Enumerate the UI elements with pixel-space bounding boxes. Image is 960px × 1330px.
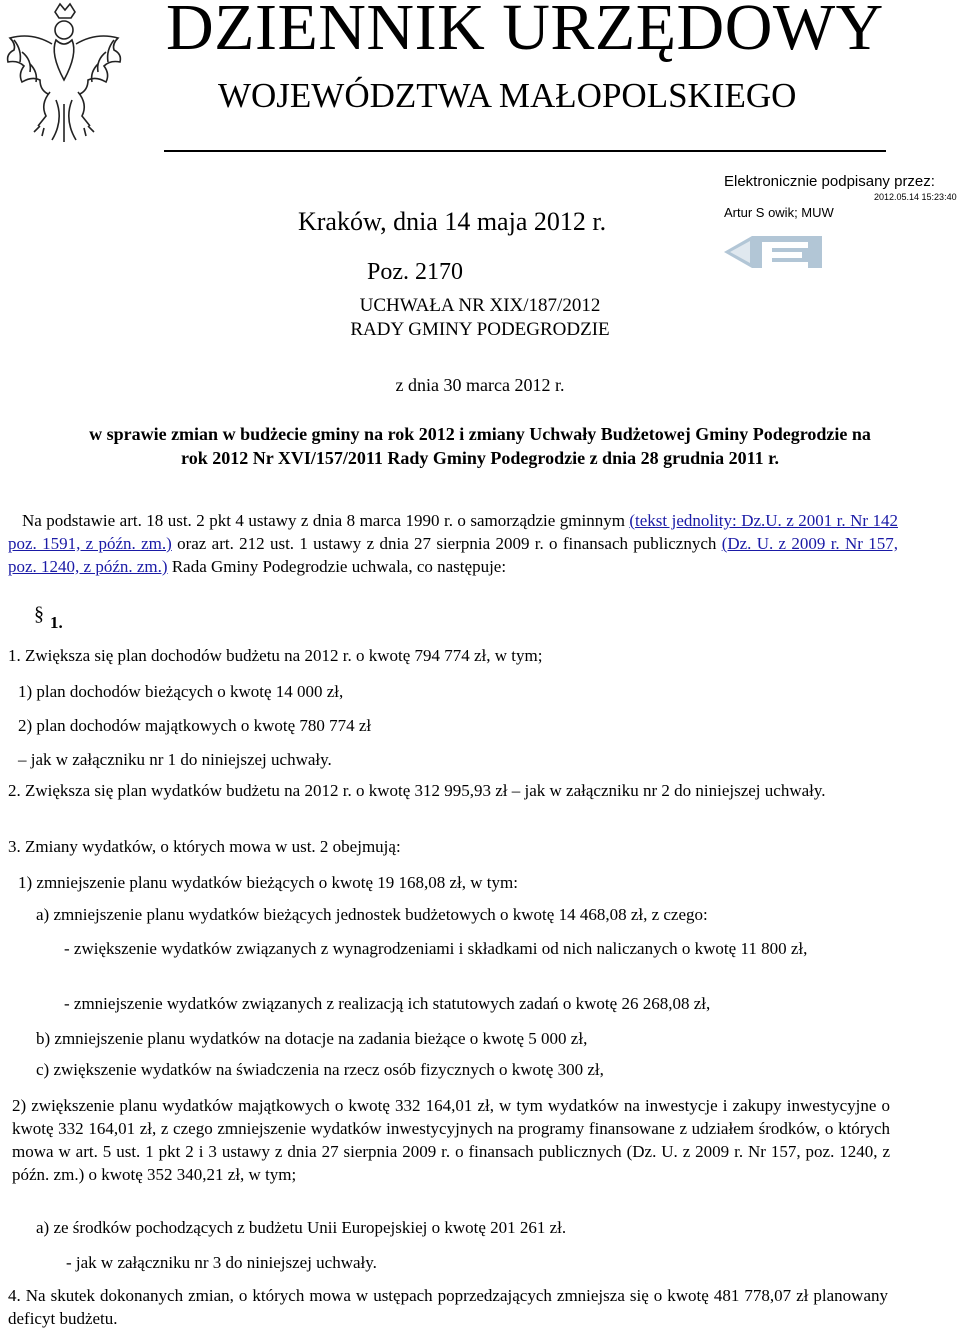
section-heading xyxy=(34,603,63,633)
paragraph-sign: § xyxy=(34,603,44,625)
journal-title: DZIENNIK URZĘDOWY xyxy=(166,0,884,64)
list-item: – jak w załączniku nr 1 do niniejszej uchwały. xyxy=(18,750,332,769)
list-item: b) zmniejszenie planu wydatków na dotacje na zadania bieżące o kwotę 5 000 zł, xyxy=(36,1029,588,1048)
paragraph: 3. Zmiany wydatków, o których mowa w ust. 2 obejmują: xyxy=(8,837,401,856)
act-subject-line: rok 2012 Nr XVI/157/2011 Rady Gminy Podegrodzie z dnia 28 grudnia 2011 r. xyxy=(181,448,779,468)
list-item: - zmniejszenie wydatków związanych z realizacją ich statutowych zadań o kwotę 26 268,08 zł, xyxy=(64,994,711,1013)
paragraph: 2. Zwiększa się plan wydatków budżetu na 2012 r. o kwotę 312 995,93 zł – jak w załączniku nr 2 do niniejszej uchwały. xyxy=(8,781,826,800)
act-title: UCHWAŁA NR XIX/187/2012 xyxy=(359,295,601,316)
issue-place-date: Kraków, dnia 14 maja 2012 r. xyxy=(298,207,607,236)
act-subject-line: w sprawie zmian w budżecie gminy na rok 2012 i zmiany Uchwały Budżetowej Gminy Podegrodzie na xyxy=(89,424,871,444)
list-item: 1) plan dochodów bieżących o kwotę 14 000 zł, xyxy=(18,682,344,701)
list-item: 1) zmniejszenie planu wydatków bieżących o kwotę 19 168,08 zł, w tym: xyxy=(18,873,518,892)
list-item: - jak w załączniku nr 3 do niniejszej uchwały. xyxy=(66,1253,377,1272)
legal-reference-link[interactable]: (tekst jednolity: Dz.U. z 2001 r. Nr 142 poz. 1591, z późn. zm.) xyxy=(8,511,898,553)
act-date: z dnia 30 marca 2012 r. xyxy=(395,375,565,395)
list-item: c) zwiększenie wydatków na świadczenia na rzecz osób fizycznych o kwotę 300 zł, xyxy=(36,1060,604,1079)
signature-signer: Artur S owik; MUW xyxy=(724,205,834,220)
act-issuer: RADY GMINY PODEGRODZIE xyxy=(350,319,610,340)
section-number: 1. xyxy=(50,613,63,632)
signature-logo-icon xyxy=(722,232,826,272)
basis-text: Rada Gminy Podegrodzie uchwala, co następuje: xyxy=(167,557,507,576)
paragraph: 1. Zwiększa się plan dochodów budżetu na 2012 r. o kwotę 794 774 zł, w tym; xyxy=(8,646,543,665)
journal-subtitle: WOJEWÓDZTWA MAŁOPOLSKIEGO xyxy=(218,76,797,115)
list-item: - zwiększenie wydatków związanych z wynagrodzeniami i składkami od nich naliczanych o kwotę 11 800 zł, xyxy=(64,939,808,958)
position-number: Poz. 2170 xyxy=(367,259,463,285)
paragraph: 4. Na skutek dokonanych zmian, o których mowa w ustępach poprzedzających zmniejsza się o kwotę 481 778,07 zł planowany deficyt budżetu. xyxy=(8,1286,888,1328)
eagle-emblem-icon xyxy=(0,0,130,150)
list-item: a) ze środków pochodzących z budżetu Unii Europejskiej o kwotę 201 261 zł. xyxy=(36,1218,567,1237)
signature-datetime: 2012.05.14 15:23:40 xyxy=(874,192,957,202)
header-rule xyxy=(164,150,886,152)
legal-reference-link[interactable]: (Dz. U. z 2009 r. Nr 157, poz. 1240, z późn. zm.) xyxy=(8,534,898,576)
basis-text: oraz art. 212 ust. 1 ustawy z dnia 27 sierpnia 2009 r. o finansach publicznych xyxy=(171,534,722,553)
list-item: a) zmniejszenie planu wydatków bieżących jednostek budżetowych o kwotę 14 468,08 zł, z czego: xyxy=(36,905,708,924)
list-item: 2) plan dochodów majątkowych o kwotę 780 774 zł xyxy=(18,716,372,735)
list-item: 2) zwiększenie planu wydatków majątkowych o kwotę 332 164,01 zł, w tym wydatków na inwestycje i zakupy inwestycyjne o kwotę 332 164,01 zł, z czego zmniejszenie wydatków inwestycyjnych na programy finansowane z udziałem środków, o których mowa w art. 5 ust. 1 pkt 2 i 3 ustawy z dnia 27 sierpnia 2009 r. o finansach publicznych (Dz. U. z 2009 r. Nr 157, poz. 1240, z późn. zm.) o kwotę 352 340,21 zł, w tym; xyxy=(12,1096,890,1184)
legal-basis xyxy=(8,509,898,578)
signature-label: Elektronicznie podpisany przez: xyxy=(724,173,935,190)
basis-text: Na podstawie art. 18 ust. 2 pkt 4 ustawy z dnia 8 marca 1990 r. o samorządzie gminnym xyxy=(22,511,630,530)
